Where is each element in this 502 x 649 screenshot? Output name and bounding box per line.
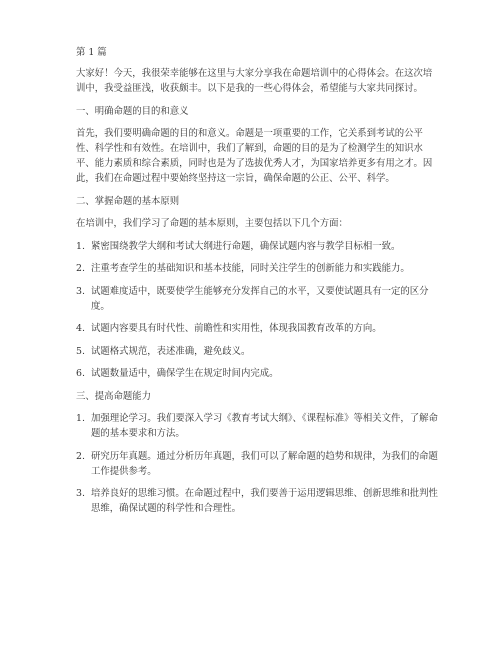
list-item — [76, 239, 440, 254]
list-item-number: 1. — [76, 413, 85, 424]
list-item — [76, 449, 440, 479]
section-1-paragraph: 首先，我们要明确命题的目的和意义。命题是一项重要的工作，它关系到考试的公平性、科学性和有效性。在培训中，我们了解到，命题的目的是为了检测学生的知识水平、能力素质和综合素质，同时也是为了选拔优秀人才，为国家培养更多有用之才。因此，我们在命题过程中要始终坚持这一宗旨，确保命题的公正、公平、科学。 — [76, 128, 433, 184]
list-item-number: 2. — [76, 263, 85, 274]
list-item-number: 5. — [76, 345, 85, 357]
page-label: 第 1 篇 — [76, 47, 107, 58]
list-item — [76, 284, 440, 314]
list-item-number: 2. — [76, 450, 85, 462]
list-item — [76, 261, 440, 276]
list-item-text: 试题内容要具有时代性、前瞻性和实用性，体现我国教育改革的方向。 — [90, 323, 382, 334]
section-2-paragraph: 在培训中，我们学习了命题的基本原则，主要包括以下几个方面： — [76, 218, 348, 229]
list-item-number: 3. — [76, 285, 85, 297]
document-content — [76, 45, 440, 524]
list-item-text: 加强理论学习。我们要深入学习《教育考试大纲》、《课程标准》等相关文件，了解命题的基本要求和方法。 — [90, 413, 438, 439]
list-item — [76, 486, 440, 516]
list-item-number: 1. — [76, 240, 85, 252]
list-item-text: 试题数量适中，确保学生在规定时间内完成。 — [90, 368, 279, 379]
list-item-number: 6. — [76, 368, 85, 379]
list-item — [76, 411, 440, 441]
section-title-1: 一、明确命题的目的和意义 — [76, 105, 189, 117]
section-title-2: 二、掌握命题的基本原则 — [76, 195, 180, 207]
list-item-text: 研究历年真题。通过分析历年真题，我们可以了解命题的趋势和规律，为我们的命题工作提供参考。 — [90, 450, 438, 477]
list-item-text: 培养良好的思维习惯。在命题过程中，我们要善于运用逻辑思维、创新思维和批判性思维，确保试题的科学性和合理性。 — [90, 488, 438, 514]
list-item — [76, 321, 440, 336]
list-item-text: 试题难度适中，既要使学生能够充分发挥自己的水平，又要使试题具有一定的区分度。 — [90, 285, 429, 312]
list-item-text: 试题格式规范，表述准确，避免歧义。 — [90, 345, 251, 357]
list-item-text: 注重考查学生的基础知识和基本技能，同时关注学生的创新能力和实践能力。 — [90, 263, 410, 274]
list-item — [76, 344, 440, 359]
list-item — [76, 366, 440, 381]
list-item-number: 3. — [76, 488, 85, 499]
list-item-number: 4. — [76, 323, 85, 334]
section-title-3: 三、提高命题能力 — [76, 390, 152, 402]
list-item-text: 紧密围绕教学大纲和考试大纲进行命题，确保试题内容与教学目标相一致。 — [90, 240, 401, 252]
intro-paragraph: 大家好！今天，我很荣幸能够在这里与大家分享我在命题培训中的心得体会。在这次培训中，我受益匪浅，收获颇丰。以下是我的一些心得体会，希望能与大家共同探讨。 — [76, 68, 433, 94]
